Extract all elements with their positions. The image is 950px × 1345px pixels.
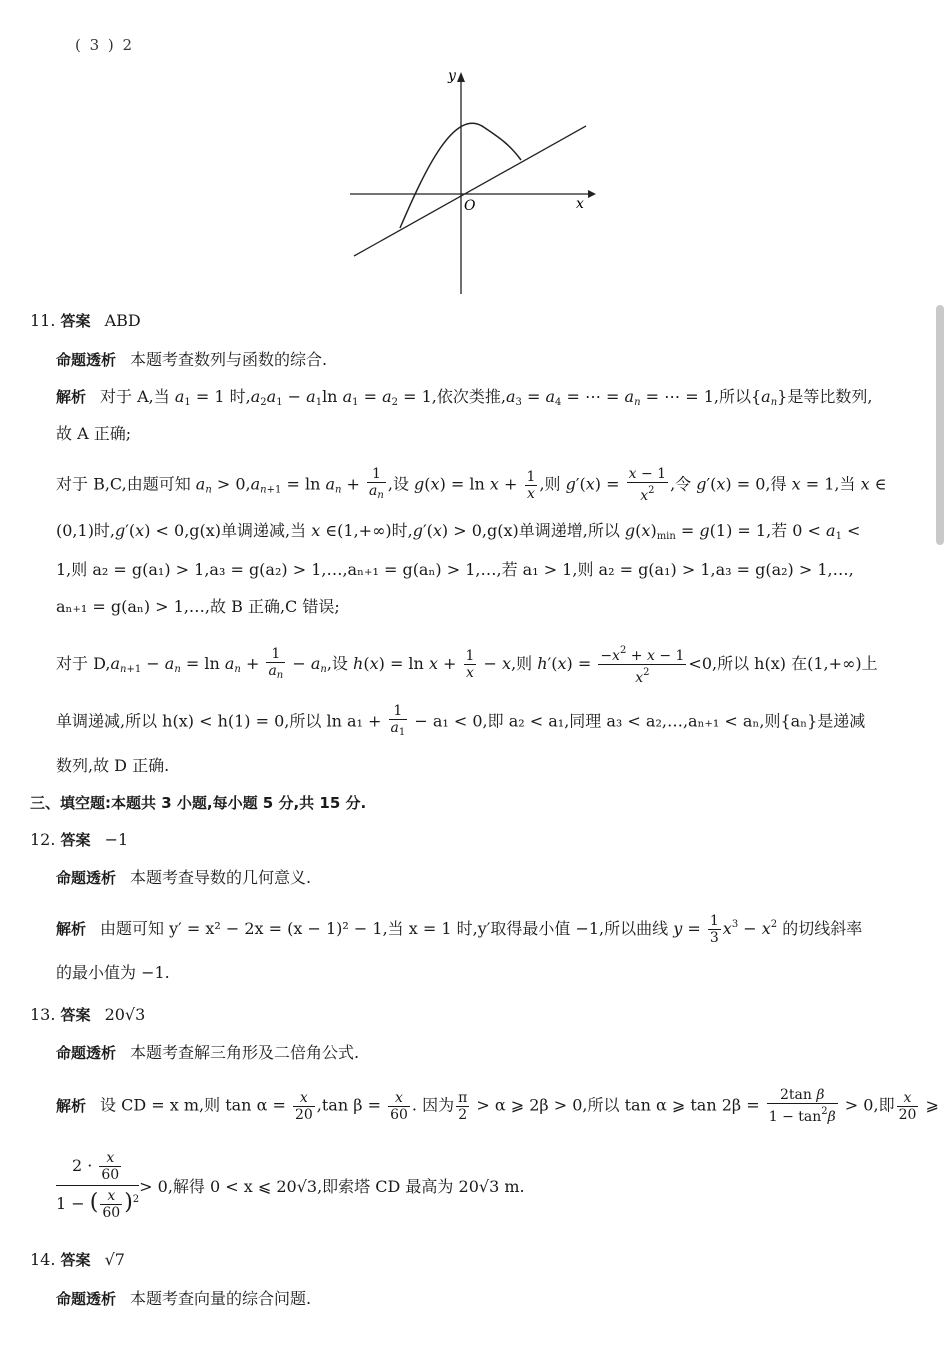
section-3-title: 三、填空题:本题共 3 小题,每小题 5 分,共 15 分. [30,794,367,812]
q11-answer-label: 答案 [60,312,91,330]
q11-analysis-line-1: 解析 对于 A,当 $a_1 = 1$ 时$,a_2a_1 - a_1\ln$ $a_1 = a_2 = 1$,依次类推$,a_3 = a_4$ = ⋯ = $a_n$ = ⋯ = 1,所以$\{a_n\}$是等比数列, [56,387,873,408]
q11-analysis-line-6: aₙ₊₁ = g(aₙ) > 1,…,故 B 正确,C 错误; [56,597,340,616]
q13-answer: 20√3 [104,1005,146,1024]
q13-analysis-line-1: 解析 设 CD = x m,则 tan α = $\frac{x}{20}$ ,tan β = $\frac{x}{60}$ . 因为 $\frac{\pi}{2}$ > α ⩾ 2β > 0,所以 tan α ⩾ tan 2β = $\frac{\text{2tan β}}{1 - \tan^2\beta}$ > 0,即 $\frac{x}{20}$ ⩾ [56,1087,939,1125]
q11-answer: ABD [104,311,141,330]
q11-analysis-line-8: 单调递减,所以 h(x) < h(1) = 0,所以 ln a₁ + $\frac{1}{a_1}$ − a₁ < 0,即 a₂ < a₁,同理 a₃ < a₂,…,aₙ₊₁ < aₙ,则{aₙ}是递减 [56,703,866,738]
top-fragment: ( 3 ) 2 [75,36,135,54]
q11-intent-line: 命题透析 本题考查数列与函数的综合. [56,350,328,369]
q13-analysis-line-2: 2 · $\frac{x}{60}$ 1 − ( $\frac{x}{60}$ )$^2$ > 0,解得 0 < x ⩽ 20√3,即索塔 CD 最高为 20√3 m. [56,1150,525,1221]
q11-analysis-line-9: 数列,故 D 正确. [56,756,170,775]
q14-intent-line: 命题透析 本题考查向量的综合问题. [56,1289,312,1308]
origin-label: O [464,198,476,214]
y-axis-label: y [448,68,456,84]
q11-analysis-line-5: 1,则 a₂ = g(a₁) > 1,a₃ = g(a₂) > 1,…,aₙ₊₁ = g(aₙ) > 1,…,若 a₁ > 1,则 a₂ = g(a₁) > 1,a₃ = g(a₂) > 1,…, [56,560,854,579]
q11-analysis-line-7: 对于 $D,a_{n+1} - a_n = \ln a_n$ + $\frac{1}{a_n}$ − $a_n$,设 h(x) = ln x + $\frac{1}{x}$ − x,则 h′(x) = $\frac{-x^2 + x - 1}{x^2}$ <0,所以 h(x) 在(1,+∞)上 [56,645,878,686]
q11-analysis-line-4: (0,1)时,g′(x) < 0,g(x)单调递减,当 x ∈(1,+∞)时,g′(x) > 0,g(x)单调递增,所以 $g(x)_{min} = g(1) = 1$,若 $0 < a_1$ < [56,521,861,542]
q12-analysis-line-1: 解析 由题可知 y′ = x² − 2x = (x − 1)² − 1,当 x = 1 时,y′取得最小值 −1,所以曲线 y = $\frac{1}{3}$ $x^3 - x^2$ 的切线斜率 [56,913,863,946]
q11-analysis-line-2: 故 A 正确; [56,424,132,443]
q13-intent-line: 命题透析 本题考查解三角形及二倍角公式. [56,1043,360,1062]
q12-answer-line: 12. 答案 −1 [30,830,129,849]
x-axis-label: x [576,196,584,212]
q14-answer-line: 14. 答案 √7 [30,1250,125,1269]
q11-answer-line: 11. 答案 ABD [30,311,141,330]
q13-answer-line: 13. 答案 20√3 [30,1005,146,1024]
q12-intent-line: 命题透析 本题考查导数的几何意义. [56,868,312,887]
q11-analysis-line-3: 对于 B,C,由题可知 $a_n > 0,a_{n+1} = \ln a_n$ + $\frac{1}{a_n}$ ,设 g(x) = ln x + $\frac{1}{x}$ ,则 g′(x) = $\frac{x - 1}{x^2}$ ,令 g′(x) = 0,得 x = 1,当 x ∈ [56,466,887,504]
q14-answer: √7 [104,1250,125,1269]
graph-figure [340,60,600,300]
q12-analysis-line-2: 的最小值为 −1. [56,963,170,982]
q12-answer: −1 [104,830,129,849]
